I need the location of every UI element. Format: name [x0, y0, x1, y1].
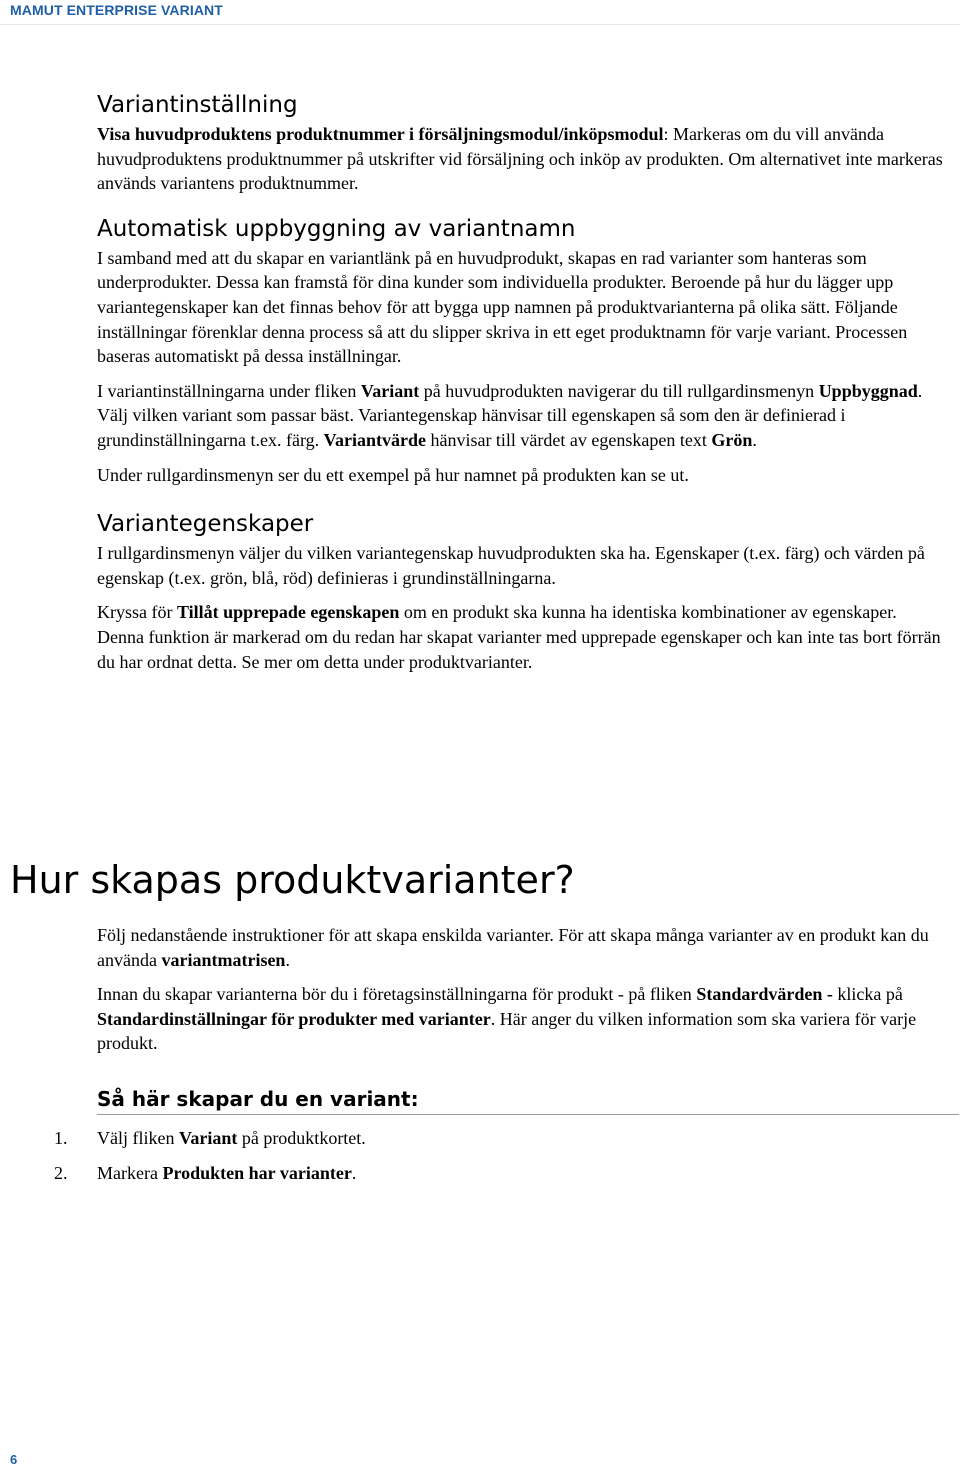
chapter-title: Hur skapas produktvarianter? [10, 858, 575, 902]
paragraph-kryssa-for: Kryssa för Tillåt upprepade egenskapen om en produkt ska kunna ha identiska kombinationer av egenskaper. Denna funktion är markerad om du redan har skapat varianter med upprepade egenskaper och kan inte tas bort förrän du har ordnat detta. Se mer om detta under produktvarianter. [97, 602, 941, 672]
heading-variantegenskaper: Variantegenskaper [97, 511, 314, 538]
heading-variantinstallning: Variantinställning [97, 92, 298, 118]
list-item [0, 1126, 960, 1161]
step-number: 2. [54, 1163, 68, 1183]
page-header [0, 0, 960, 25]
paragraph-under-rullgardinsmenyn: Under rullgardinsmenyn ser du ett exempel på hur namnet på produkten kan se ut. [97, 464, 689, 485]
list-item [0, 1161, 960, 1196]
page-number: 6 [10, 1452, 18, 1467]
paragraph-variantinstallningarna: I variantinställningarna under fliken Variant på huvudprodukten navigerar du till rullgardinsmenyn Uppbyggnad. Välj vilken variant som passar bäst. Variantegenskap hänvisar till egenskapen så som den är definierad i grundinställningarna t.ex. färg. Variantvärde hänvisar till värdet av egenskapen text Grön. [97, 380, 923, 450]
heading-automatisk-uppbyggning: Automatisk uppbyggning av variantnamn [97, 215, 576, 242]
main-content [97, 88, 947, 674]
step-text: Välj fliken Variant på produktkortet. [97, 1128, 366, 1148]
paragraph-visa-huvudproduktens: Visa huvudproduktens produktnummer i försäljningsmodul/inköpsmodul: Markeras om du vill använda huvudproduktens produktnummer på utskrifter vid försäljning och inköp av produkten. Om alternativet inte markeras används variantens produktnummer. [97, 124, 943, 194]
step-number: 1. [54, 1128, 68, 1148]
paragraph-innan-du-skapar: Innan du skapar varianterna bör du i företagsinställningarna för produkt - på fliken Standardvärden - klicka på Standardinställningar för produkter med varianter. Här anger du vilken information som ska variera för varje produkt. [97, 984, 917, 1054]
step-text: Markera Produkten har varianter. [97, 1163, 357, 1183]
procedure-heading-text: Så här skapar du en variant: [97, 1087, 419, 1111]
procedure-steps [0, 1126, 960, 1196]
procedure-heading [97, 1084, 959, 1115]
paragraph-folj-nedanstaende: Följ nedanstående instruktioner för att skapa enskilda varianter. För att skapa många varianter av en produkt kan du använda variantmatrisen. [97, 925, 929, 970]
header-title: MAMUT ENTERPRISE VARIANT [10, 2, 223, 18]
bold-term: Visa huvudproduktens produktnummer i försäljningsmodul/inköpsmodul [97, 124, 664, 144]
paragraph-i-samband: I samband med att du skapar en variantlänk på en huvudprodukt, skapas en rad varianter som hanteras som underprodukter. Dessa kan framstå för dina kunder som individuella produkter. Beroende på hur du lägger upp variantegenskaper kan det finnas behov för att bygga upp namnen på produktvarianterna på olika sätt. Följande inställningar förenklar denna process så att du slipper skriva in ett eget produktnamn för varje variant. Processen baseras automatiskt på dessa inställningar. [97, 247, 908, 367]
paragraph-rullgardinsmenyn: I rullgardinsmenyn väljer du vilken variantegenskap huvudprodukten ska ha. Egenskaper (t.ex. färg) och värden på egenskap (t.ex. grön, blå, röd) definieras i grundinställningarna. [97, 543, 925, 588]
chapter-content [97, 923, 947, 1056]
